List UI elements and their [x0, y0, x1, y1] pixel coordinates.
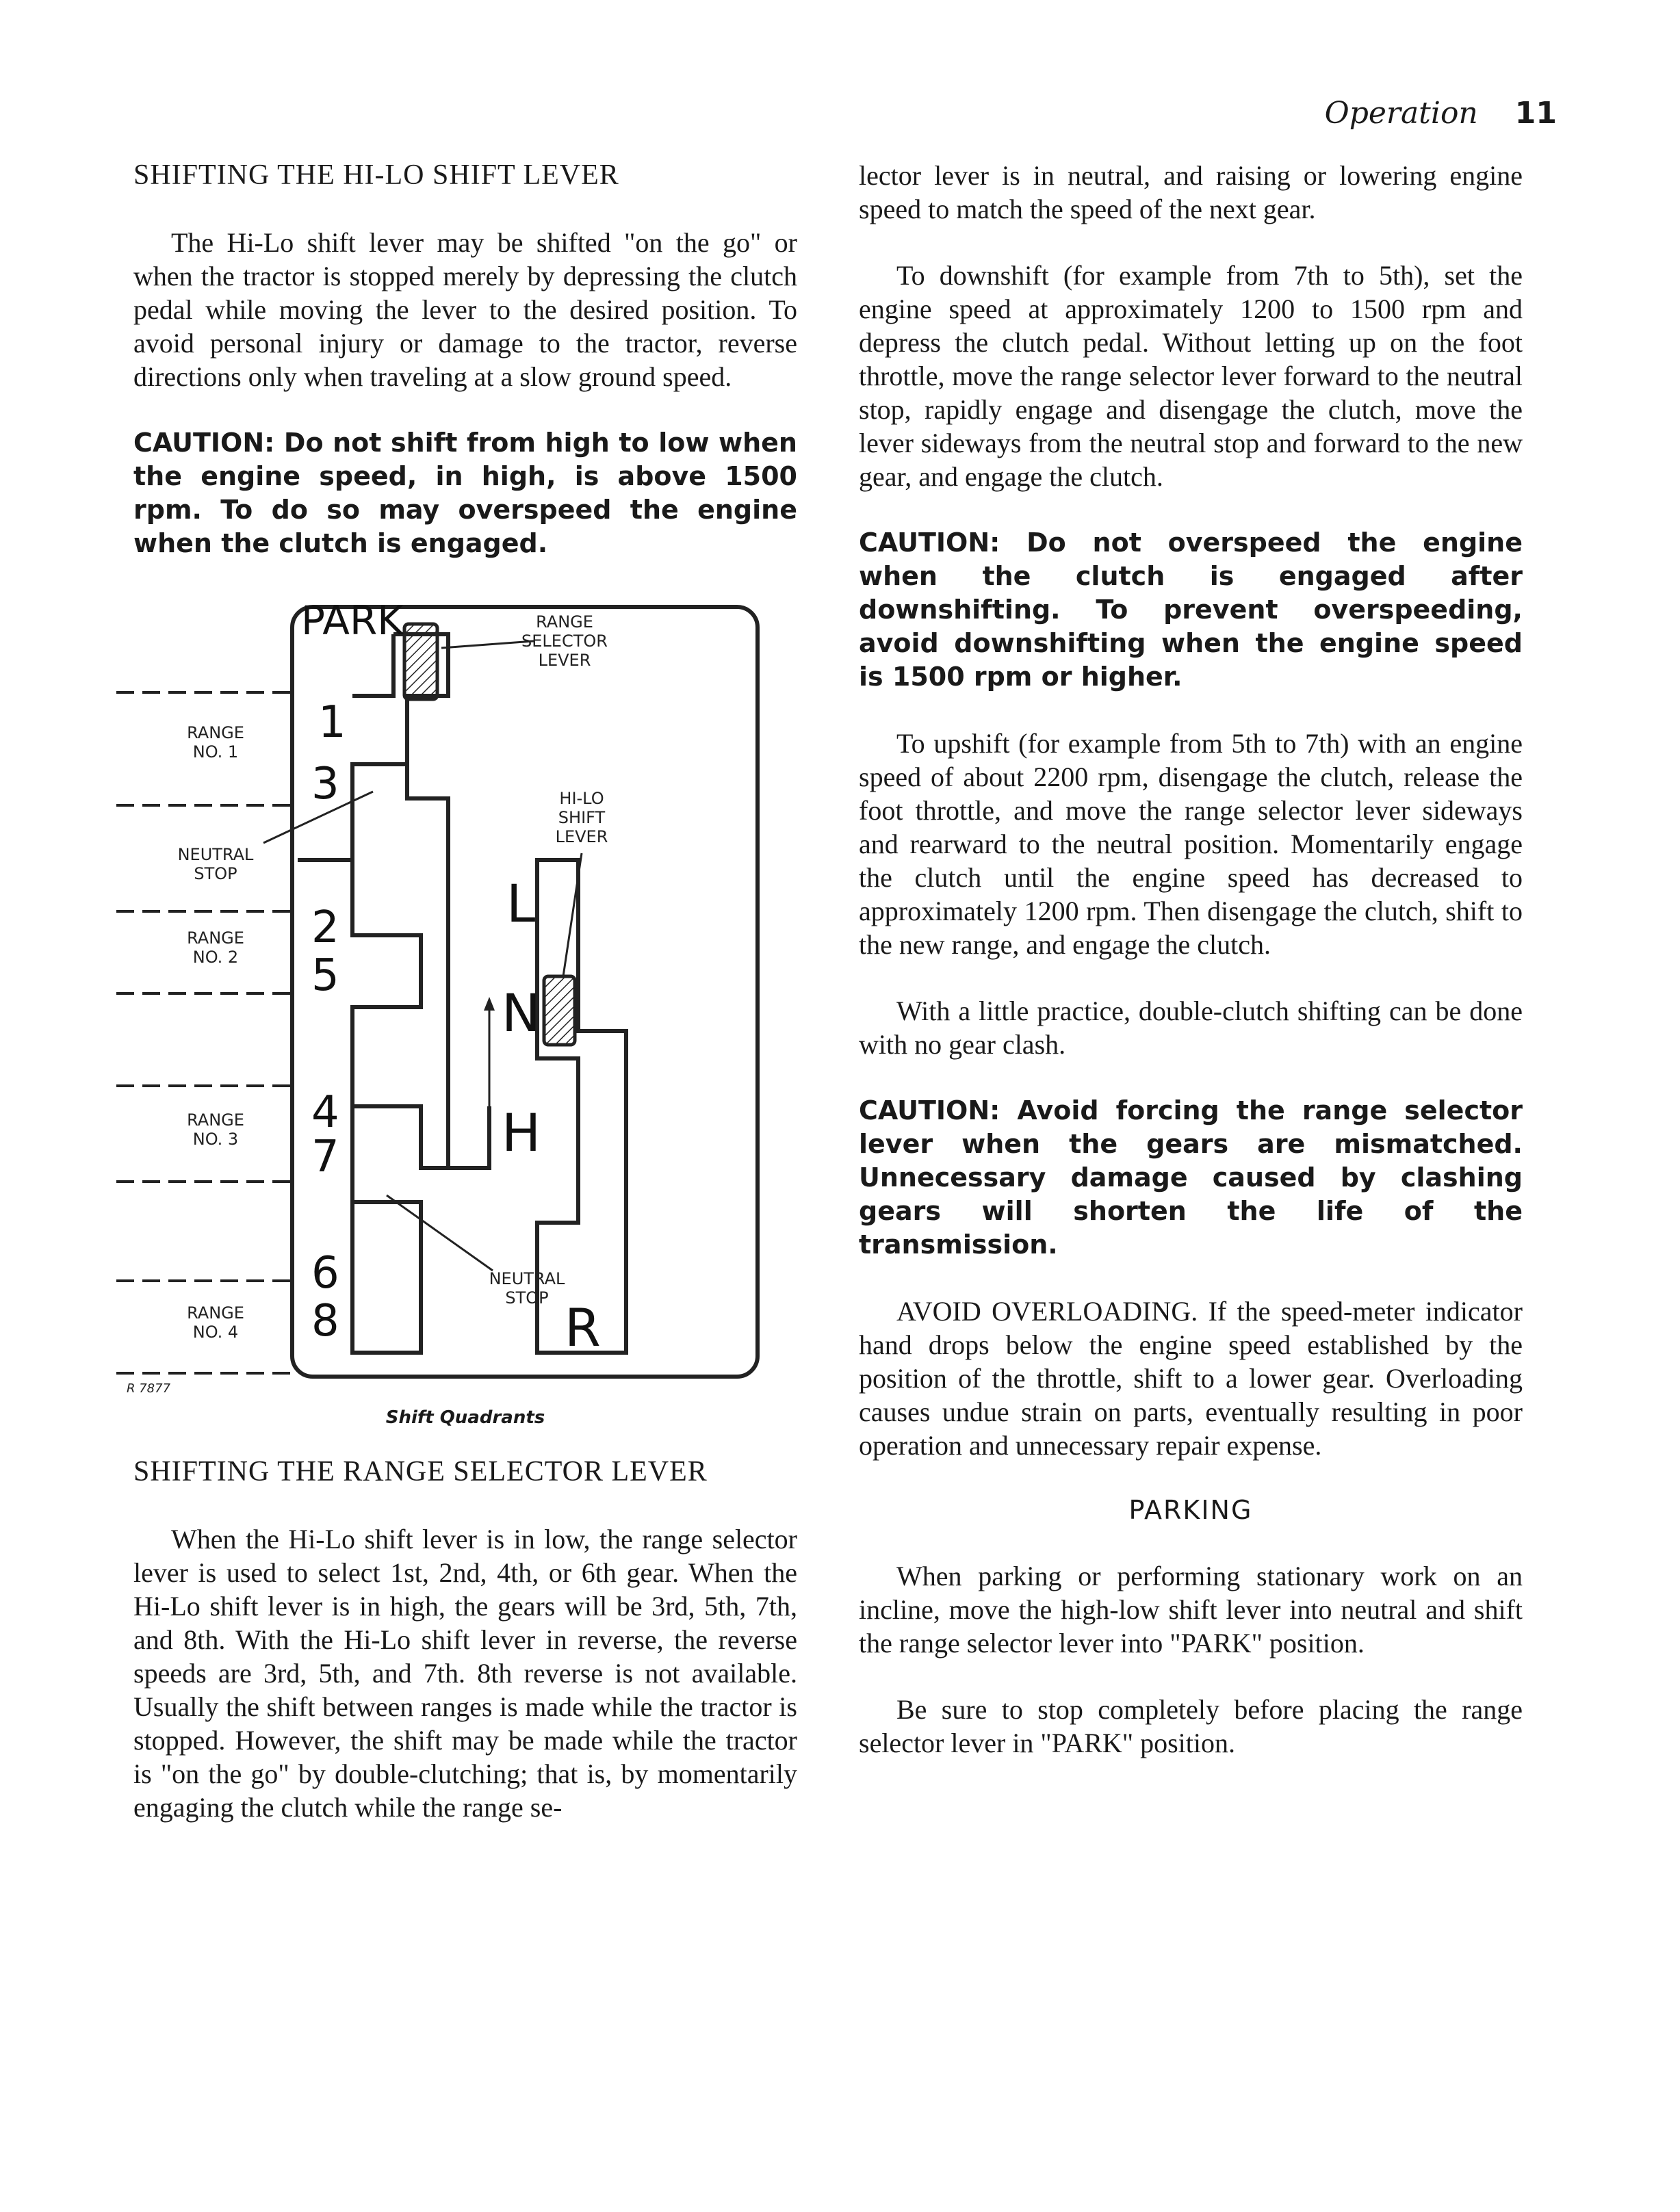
hilo-position-n: N	[502, 983, 541, 1043]
leader-range-selector	[441, 641, 534, 648]
caution-high-to-low: CAUTION: Do not shift from high to low when the engine speed, in high, is above 1500 rpm. To do so may overspeed the engine when the clutch is engaged.	[133, 428, 797, 558]
paragraph-upshift: To upshift (for example from 5th to 7th) with an engine speed of about 2200 rpm, disengage the clutch, release the foot throttle, and move the range selector lever sideways and rearward to the neutral position. Momentarily engage the clutch until the engine speed has decreased to approximately 1200 rpm. Then disengage the clutch, shift to the new range, and engage the clutch.	[859, 728, 1523, 960]
paragraph-downshift: To downshift (for example from 7th to 5th), set the engine speed at approximately 1200 to 1500 rpm and depress the clutch pedal. Without letting up on the foot throttle, move the range selector lever forward to the neutral stop, rapidly engage and disengage the clutch, move the lever sideways from the neutral stop and forward to the new gear, and engage the clutch.	[859, 260, 1523, 492]
hilo-label-2: SHIFT	[558, 808, 606, 827]
gear-1: 1	[318, 697, 346, 748]
shift-quadrants-diagram	[106, 593, 790, 1401]
neutral-stop-top-2: STOP	[194, 864, 237, 883]
shift-quadrants-figure	[106, 593, 790, 1401]
paragraph-stop-completely: Be sure to stop completely before placing the range selector lever in "PARK" position.	[859, 1694, 1523, 1758]
range-selector-knob	[404, 624, 437, 699]
leader-neutral-stop-bottom	[387, 1195, 493, 1271]
paragraph-parking: When parking or performing stationary work on an incline, move the high-low shift lever into neutral and shift the range selector lever into "PARK" position.	[859, 1561, 1523, 1658]
gear-3: 3	[311, 759, 339, 809]
page-number: 11	[1514, 96, 1557, 131]
neutral-stop-bottom-2: STOP	[505, 1288, 549, 1307]
paragraph-continued: lector lever is in neutral, and raising or lowering engine speed to match the speed of the next gear.	[859, 160, 1523, 224]
gear-2: 2	[311, 902, 339, 953]
figure-caption: Shift Quadrants	[385, 1407, 545, 1428]
page-header	[1325, 96, 1557, 131]
paragraph-overloading: AVOID OVERLOADING. If the speed-meter indicator hand drops below the engine speed established by the position of the throttle, shift to a lower gear. Overloading causes undue strain on parts, eventually resulting in poor operation and unnecessary repair expense.	[859, 1296, 1523, 1461]
hilo-position-l: L	[506, 873, 536, 934]
range1-label-2: NO. 1	[192, 742, 239, 762]
left-column	[127, 159, 797, 1857]
neutral-stop-bottom-1: NEUTRAL	[489, 1269, 565, 1288]
hilo-label-3: LEVER	[555, 827, 608, 846]
section-title: Operation	[1324, 96, 1478, 131]
range2-label-2: NO. 2	[192, 948, 239, 967]
heading-range-selector: SHIFTING THE RANGE SELECTOR LEVER	[133, 1456, 708, 1487]
caution-overspeed: CAUTION: Do not overspeed the engine when the clutch is engaged after downshifting. To prevent overspeeding, avoid downshifting when the engine speed is 1500 rpm or higher.	[859, 528, 1523, 692]
range3-label-2: NO. 3	[192, 1130, 239, 1149]
range3-label-1: RANGE	[187, 1110, 244, 1130]
hilo-label-1: HI-LO	[559, 789, 604, 808]
range1-label-1: RANGE	[187, 723, 244, 742]
hilo-position-r: R	[565, 1297, 601, 1358]
heading-hilo-shift: SHIFTING THE HI-LO SHIFT LEVER	[133, 159, 619, 191]
paragraph-practice: With a little practice, double-clutch shifting can be done with no gear clash.	[859, 996, 1523, 1060]
range4-label-2: NO. 4	[192, 1323, 239, 1342]
gear-7: 7	[311, 1132, 339, 1182]
neutral-stop-top-1: NEUTRAL	[177, 845, 254, 864]
gear-6: 6	[311, 1248, 339, 1299]
range2-label-1: RANGE	[187, 928, 244, 948]
figure-ref: R 7877	[127, 1381, 171, 1396]
range-selector-label-3: LEVER	[538, 651, 591, 670]
gear-5: 5	[311, 950, 339, 1001]
range-separators	[116, 692, 292, 1373]
range4-label-1: RANGE	[187, 1303, 244, 1323]
paragraph-range-selector: When the Hi-Lo shift lever is in low, the range selector lever is used to select 1st, 2nd, 4th, or 6th gear. When the Hi-Lo shift lever is in high, the gears will be 3rd, 5th, 7th, and 8th. With the Hi-Lo shift lever in reverse, the reverse speeds are 3rd, 5th, and 7th. 8th reverse is not available. Usually the shift between ranges is made while the tractor is stopped. However, the shift may be made while the tractor is "on the go" by double-clutching; that is, by momentarily engaging the clutch while the range se-	[133, 1524, 797, 1823]
range-selector-label-1: RANGE	[536, 612, 593, 632]
right-column	[859, 159, 1523, 1793]
hilo-position-h: H	[502, 1102, 541, 1163]
park-label: PARK	[301, 597, 404, 644]
hilo-shift-knob	[544, 976, 575, 1045]
range-selector-label-2: SELECTOR	[521, 632, 608, 651]
paragraph-hilo-shift: The Hi-Lo shift lever may be shifted "on the go" or when the tractor is stopped merely by depressing the clutch pedal while moving the lever to the desired position. To avoid personal injury or damage to the tractor, reverse directions only when traveling at a slow ground speed.	[133, 227, 797, 392]
gear-4: 4	[311, 1087, 339, 1138]
gear-8: 8	[311, 1296, 339, 1346]
caution-forcing: CAUTION: Avoid forcing the range selector lever when the gears are mismatched. Unnecessary damage caused by clashing gears will shorten the life of the transmission.	[859, 1095, 1523, 1260]
heading-parking: PARKING	[1128, 1495, 1253, 1525]
